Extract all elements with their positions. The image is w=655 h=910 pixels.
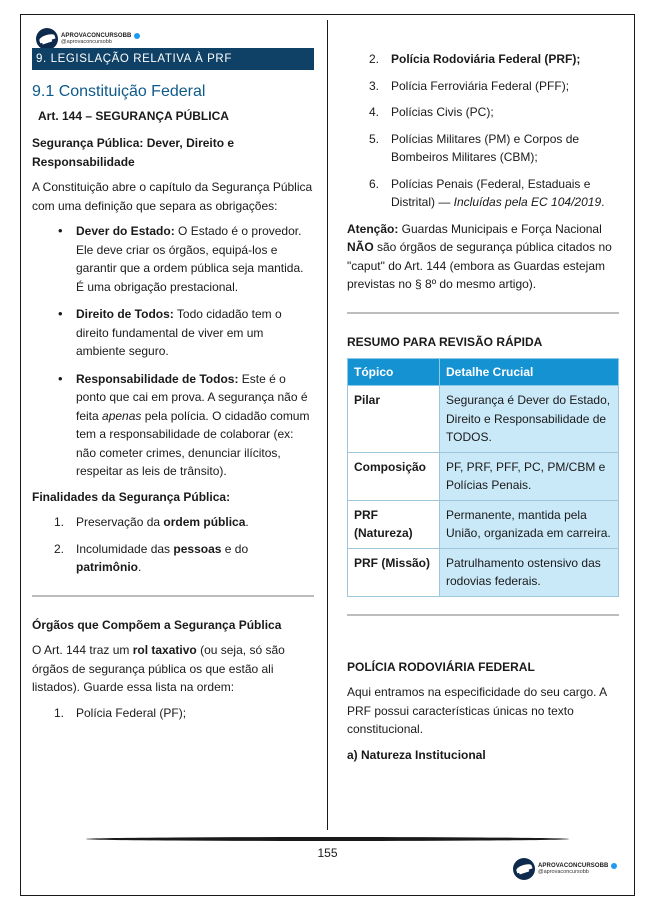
prf-heading: POLÍCIA RODOVIÁRIA FEDERAL <box>347 659 535 674</box>
finalidades-heading: Finalidades da Segurança Pública: <box>32 489 231 504</box>
atencao-note: Atenção: Guardas Municipais e Força Nacional NÃO são órgãos de segurança pública citados no "caput" do Art. 144 (embora as Guardas estejam previstas no § 8º do mesmo artigo). <box>347 221 612 291</box>
list-item: 2. Polícia Rodoviária Federal (PRF); <box>369 52 581 66</box>
divider <box>347 614 619 616</box>
table-header: Detalhe Crucial <box>440 359 619 386</box>
orgaos-list-cont <box>369 50 619 212</box>
brand-handle: @aprovaconcursobb <box>538 868 589 875</box>
brand-name: APROVACONCURSOBB <box>61 32 132 39</box>
brand-logo-bottom <box>513 858 617 880</box>
table-cell: PRF (Natureza) <box>348 500 440 548</box>
verified-check-icon <box>611 863 617 869</box>
resumo-heading: RESUMO PARA REVISÃO RÁPIDA <box>347 334 543 349</box>
table-cell: PF, PRF, PFF, PC, PM/CBM e Polícias Penais. <box>440 452 619 500</box>
table-row <box>348 452 619 500</box>
table-row <box>348 548 619 596</box>
list-item: • Direito de Todos: Todo cidadão tem o direito fundamental de viver em um ambiente seguro. <box>58 305 314 361</box>
divider <box>347 312 619 314</box>
list-item: 5. Polícias Militares (PM) e Corpos de Bombeiros Militares (CBM); <box>369 131 580 164</box>
table-cell: Composição <box>348 452 440 500</box>
brand-logo-top <box>36 28 140 50</box>
orgaos-list-start <box>54 704 314 723</box>
list-item: 3. Polícia Ferroviária Federal (PFF); <box>369 78 570 93</box>
divider <box>32 595 314 597</box>
footer-rule <box>86 837 569 841</box>
table-row <box>348 386 619 453</box>
natureza-heading: a) Natureza Institucional <box>347 747 486 762</box>
list-item: 4. Polícias Civis (PC); <box>369 105 494 119</box>
list-item: 6. Polícias Penais (Federal, Estaduais e Distrital) — Incluídas pela EC 104/2019. <box>369 176 605 209</box>
finalidades-list <box>54 513 314 577</box>
list-item: • Responsabilidade de Todos: Este é o ponto que cai em prova. A segurança não é feita apenas pela polícia. O cidadão comum tem a responsabilidade de colaborar (ex: não cometer crimes, denunciar ilícitos, respeitar as leis de trânsito). <box>58 370 314 481</box>
bullet-list <box>58 222 314 481</box>
table-row <box>348 500 619 548</box>
list-item: • Dever do Estado: O Estado é o provedor. Ele deve criar os órgãos, equipá-los e garantir que a ordem pública seja mantida. É uma obrigação prestacional. <box>58 222 314 296</box>
table-header: Tópico <box>348 359 440 386</box>
section-bar: 9. LEGISLAÇÃO RELATIVA À PRF <box>32 48 314 70</box>
orgaos-heading: Órgãos que Compõem a Segurança Pública <box>32 617 282 632</box>
intro-paragraph: A Constituição abre o capítulo da Segurança Pública com uma definição que separa as obrigações: <box>32 180 313 213</box>
subheading-dever: Segurança Pública: Dever, Direito e Responsabilidade <box>32 136 235 169</box>
eagle-logo-icon <box>513 858 535 880</box>
orgaos-intro: O Art. 144 traz um rol taxativo (ou seja, só são órgãos de segurança pública os que estão ali listados). Guarde essa lista na ordem: <box>32 643 285 694</box>
page-number: 155 <box>317 846 338 860</box>
summary-table <box>347 358 619 597</box>
section-heading: 9.1 Constituição Federal <box>32 83 206 100</box>
list-item: 2. Incolumidade das pessoas e do patrimônio. <box>54 541 249 574</box>
left-column <box>32 48 314 730</box>
prf-intro: Aqui entramos na especificidade do seu cargo. A PRF possui características únicas no texto constitucional. <box>347 685 607 736</box>
table-cell: Pilar <box>348 386 440 453</box>
brand-name: APROVACONCURSOBB <box>538 862 609 869</box>
list-item: 1. Polícia Federal (PF); <box>54 705 187 720</box>
brand-handle: @aprovaconcursobb <box>61 38 112 45</box>
table-cell: Segurança é Dever do Estado, Direito e Responsabilidade de TODOS. <box>440 386 619 453</box>
eagle-logo-icon <box>36 28 58 50</box>
table-header-row <box>348 359 619 386</box>
table-cell: PRF (Missão) <box>348 548 440 596</box>
list-item: 1. Preservação da ordem pública. <box>54 515 249 529</box>
article-heading: Art. 144 – SEGURANÇA PÚBLICA <box>38 109 229 123</box>
column-divider <box>327 20 328 830</box>
verified-check-icon <box>134 33 140 39</box>
table-cell: Patrulhamento ostensivo das rodovias federais. <box>440 548 619 596</box>
right-column <box>347 50 619 771</box>
table-cell: Permanente, mantida pela União, organizada em carreira. <box>440 500 619 548</box>
